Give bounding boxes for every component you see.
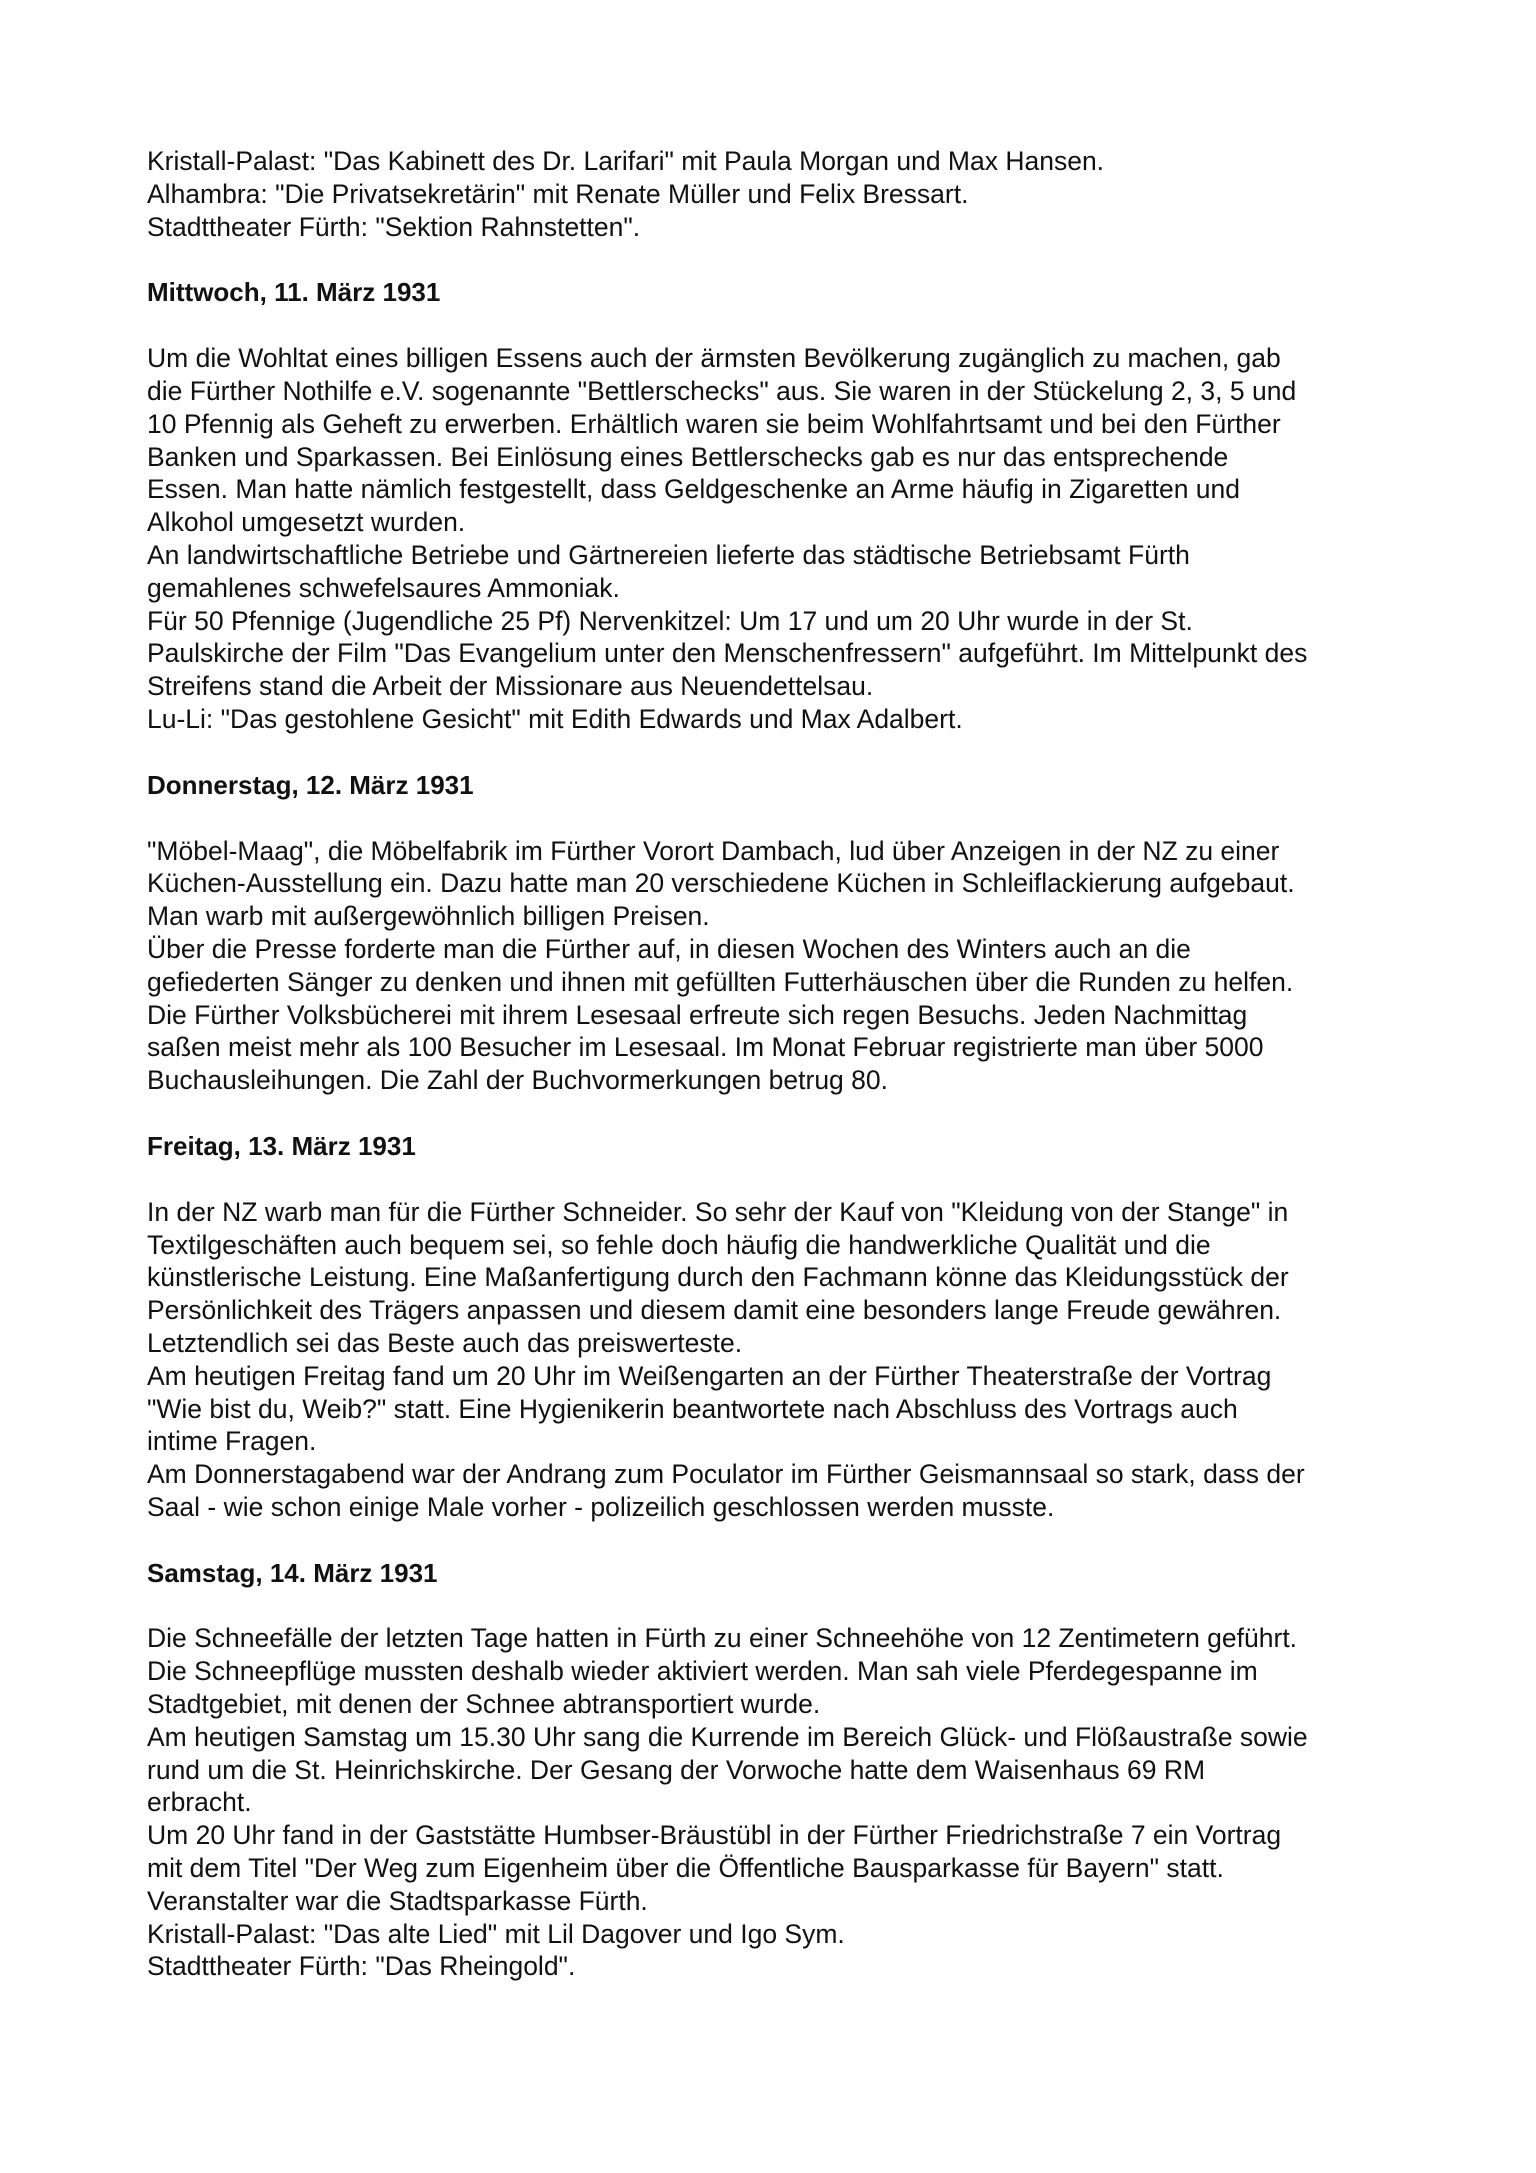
text-line: "Wie bist du, Weib?" statt. Eine Hygienikerin beantwortete nach Abschluss des Vortrags auch xyxy=(147,1393,1238,1424)
text-line: 10 Pfennig als Geheft zu erwerben. Erhältlich waren sie beim Wohlfahrtsamt und bei den Fürther xyxy=(147,408,1281,439)
text-line: Kristall-Palast: "Das alte Lied" mit Lil Dagover und Igo Sym. xyxy=(147,1918,845,1949)
entry-body xyxy=(147,342,1407,736)
entry-friday xyxy=(147,1130,1407,1524)
entry-body xyxy=(147,835,1407,1097)
text-line: Die Schneepflüge mussten deshalb wieder aktiviert werden. Man sah viele Pferdegespanne im xyxy=(147,1656,1258,1687)
text-line: Am heutigen Freitag fand um 20 Uhr im Weißengarten an der Fürther Theaterstraße der Vortrag xyxy=(147,1360,1272,1391)
entry-heading: Mittwoch, 11. März 1931 xyxy=(147,277,441,308)
text-line: saßen meist mehr als 100 Besucher im Lesesaal. Im Monat Februar registrierte man über 5000 xyxy=(147,1032,1264,1063)
text-line: Stadttheater Fürth: "Sektion Rahnstetten". xyxy=(147,211,641,242)
text-line: Letztendlich sei das Beste auch das preiswerteste. xyxy=(147,1327,743,1358)
text-line: Die Schneefälle der letzten Tage hatten in Fürth zu einer Schneehöhe von 12 Zentimetern geführt. xyxy=(147,1623,1298,1654)
entry-thursday xyxy=(147,769,1407,1097)
text-line: Streifens stand die Arbeit der Missionare aus Neuendettelsau. xyxy=(147,671,874,702)
entry-heading: Freitag, 13. März 1931 xyxy=(147,1130,416,1161)
text-line: Alkohol umgesetzt wurden. xyxy=(147,507,466,538)
text-line: In der NZ warb man für die Fürther Schneider. So sehr der Kauf von "Kleidung von der Stange" in xyxy=(147,1196,1289,1227)
intro-block xyxy=(147,145,1407,243)
entry-heading: Donnerstag, 12. März 1931 xyxy=(147,769,474,800)
text-line: Persönlichkeit des Trägers anpassen und diesem damit eine besonders lange Freude gewähren. xyxy=(147,1295,1282,1326)
text-line: gemahlenes schwefelsaures Ammoniak. xyxy=(147,572,620,603)
text-line: intime Fragen. xyxy=(147,1426,317,1457)
text-line: gefiederten Sänger zu denken und ihnen mit gefüllten Futterhäuschen über die Runden zu helfen. xyxy=(147,966,1294,997)
entry-body xyxy=(147,1622,1407,1983)
document-page xyxy=(147,145,1407,1983)
text-line: Am heutigen Samstag um 15.30 Uhr sang die Kurrende im Bereich Glück- und Flößaustraße sowie xyxy=(147,1721,1308,1752)
text-line: künstlerische Leistung. Eine Maßanfertigung durch den Fachmann könne das Kleidungsstück der xyxy=(147,1262,1289,1293)
text-line: erbracht. xyxy=(147,1787,252,1818)
text-line: die Fürther Nothilfe e.V. sogenannte "Bettlerschecks" aus. Sie waren in der Stückelung 2, 3, 5 und xyxy=(147,375,1297,406)
text-line: An landwirtschaftliche Betriebe und Gärtnereien lieferte das städtische Betriebsamt Fürth xyxy=(147,539,1190,570)
text-line: Man warb mit außergewöhnlich billigen Preisen. xyxy=(147,901,710,932)
text-line: Saal - wie schon einige Male vorher - polizeilich geschlossen werden musste. xyxy=(147,1491,1055,1522)
text-line: Lu-Li: "Das gestohlene Gesicht" mit Edith Edwards und Max Adalbert. xyxy=(147,703,963,734)
text-line: Veranstalter war die Stadtsparkasse Fürth. xyxy=(147,1885,648,1916)
text-line: Buchausleihungen. Die Zahl der Buchvormerkungen betrug 80. xyxy=(147,1065,888,1096)
entry-heading: Samstag, 14. März 1931 xyxy=(147,1557,438,1588)
text-line: "Möbel-Maag", die Möbelfabrik im Fürther Vorort Dambach, lud über Anzeigen in der NZ zu einer xyxy=(147,835,1280,866)
text-line: Alhambra: "Die Privatsekretärin" mit Renate Müller und Felix Bressart. xyxy=(147,178,969,209)
text-line: Für 50 Pfennige (Jugendliche 25 Pf) Nervenkitzel: Um 17 und um 20 Uhr wurde in der St. xyxy=(147,605,1193,636)
text-line: Stadttheater Fürth: "Das Rheingold". xyxy=(147,1951,576,1982)
text-line: Kristall-Palast: "Das Kabinett des Dr. Larifari" mit Paula Morgan und Max Hansen. xyxy=(147,146,1105,176)
text-line: Über die Presse forderte man die Fürther auf, in diesen Wochen des Winters auch an die xyxy=(147,933,1191,964)
text-line: Paulskirche der Film "Das Evangelium unter den Menschenfressern" aufgeführt. Im Mittelpunkt des xyxy=(147,638,1308,669)
text-line: Am Donnerstagabend war der Andrang zum Poculator im Fürther Geismannsaal so stark, dass der xyxy=(147,1459,1305,1490)
text-line: mit dem Titel "Der Weg zum Eigenheim über die Öffentliche Bausparkasse für Bayern" statt. xyxy=(147,1853,1224,1884)
entry-wednesday xyxy=(147,276,1407,735)
text-line: Banken und Sparkassen. Bei Einlösung eines Bettlerschecks gab es nur das entsprechende xyxy=(147,441,1229,472)
entry-saturday xyxy=(147,1557,1407,1984)
text-line: Um 20 Uhr fand in der Gaststätte Humbser-Bräustübl in der Fürther Friedrichstraße 7 ein Vortrag xyxy=(147,1820,1282,1851)
text-line: Essen. Man hatte nämlich festgestellt, dass Geldgeschenke an Arme häufig in Zigaretten und xyxy=(147,474,1241,505)
text-line: Küchen-Ausstellung ein. Dazu hatte man 20 verschiedene Küchen in Schleiflackierung aufgebaut. xyxy=(147,868,1295,899)
text-line: Textilgeschäften auch bequem sei, so fehle doch häufig die handwerkliche Qualität und die xyxy=(147,1229,1211,1260)
entry-body xyxy=(147,1196,1407,1524)
text-line: Um die Wohltat eines billigen Essens auch der ärmsten Bevölkerung zugänglich zu machen, gab xyxy=(147,343,1281,374)
text-line: Die Fürther Volksbücherei mit ihrem Lesesaal erfreute sich regen Besuchs. Jeden Nachmittag xyxy=(147,999,1248,1030)
text-line: rund um die St. Heinrichskirche. Der Gesang der Vorwoche hatte dem Waisenhaus 69 RM xyxy=(147,1754,1206,1785)
text-line: Stadtgebiet, mit denen der Schnee abtransportiert wurde. xyxy=(147,1689,821,1720)
